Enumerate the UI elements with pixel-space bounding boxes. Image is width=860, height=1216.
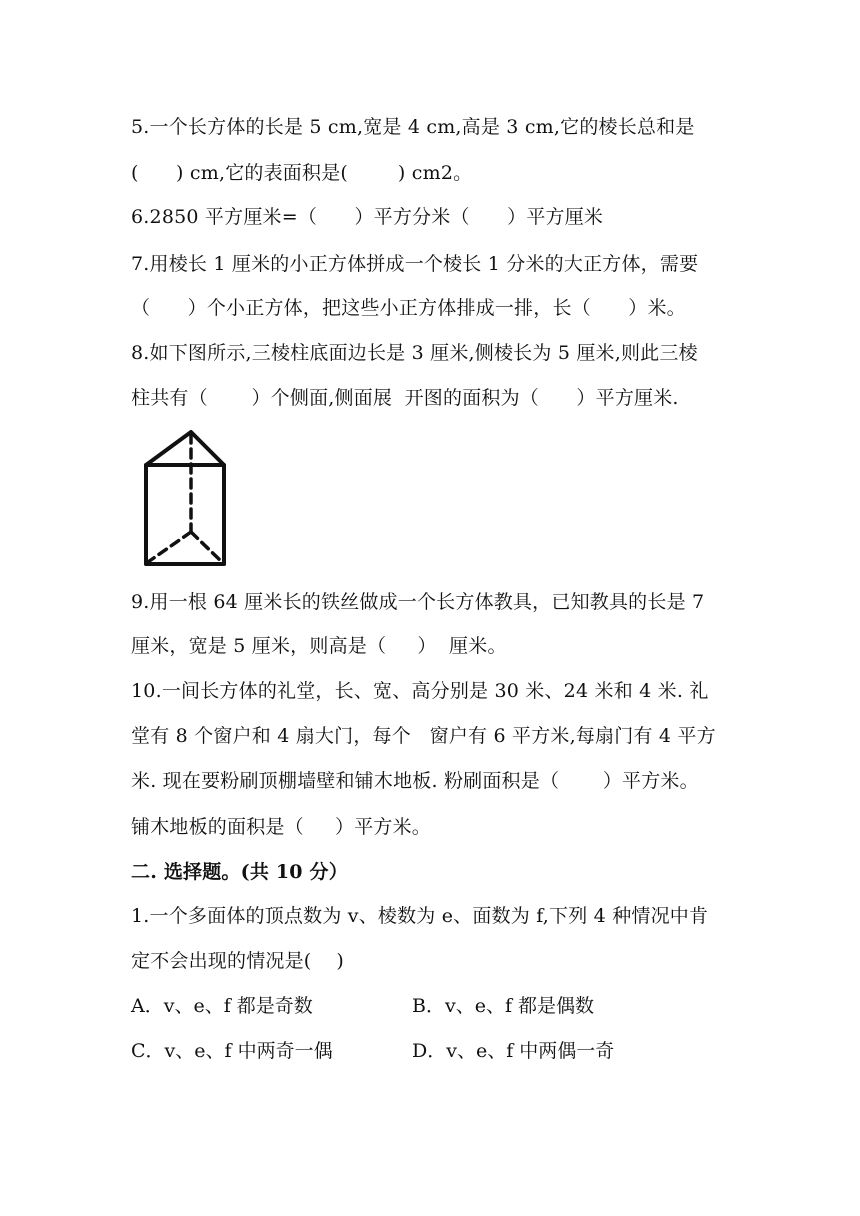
question-8-line-1: 8.如下图所示,三棱柱底面边长是 3 厘米,侧棱长为 5 厘米,则此三棱 bbox=[131, 342, 698, 364]
option-a: A．v、e、f 都是奇数 bbox=[131, 995, 313, 1017]
choice-question-1-line-1: 1.一个多面体的顶点数为 v、棱数为 e、面数为 f,下列 4 种情况中肯 bbox=[131, 905, 709, 927]
question-5-line-1: 5.一个长方体的长是 5 cm,宽是 4 cm,高是 3 cm,它的棱长总和是 bbox=[131, 116, 695, 138]
option-b: B．v、e、f 都是偶数 bbox=[412, 995, 595, 1017]
question-9-line-2: 厘米，宽是 5 厘米，则高是（ ） 厘米。 bbox=[131, 635, 507, 657]
choice-question-1-line-2: 定不会出现的情况是( ) bbox=[131, 950, 344, 972]
option-c: C．v、e、f 中两奇一偶 bbox=[131, 1040, 333, 1062]
question-6: 6.2850 平方厘米=（ ）平方分米（ ）平方厘米 bbox=[131, 206, 604, 228]
prism-top-face bbox=[146, 432, 224, 465]
prism-hidden-bottom-left-edge bbox=[148, 532, 191, 562]
triangular-prism-figure bbox=[134, 424, 234, 570]
question-5-line-2: ( ) cm,它的表面积是( ) cm2。 bbox=[131, 162, 473, 184]
question-9-line-1: 9.用一根 64 厘米长的铁丝做成一个长方体教具，已知教具的长是 7 bbox=[131, 591, 705, 613]
option-d: D．v、e、f 中两偶一奇 bbox=[412, 1040, 615, 1062]
question-7-line-1: 7.用棱长 1 厘米的小正方体拼成一个棱长 1 分米的大正方体，需要 bbox=[131, 253, 699, 275]
section-2-heading: 二. 选择题。(共 10 分） bbox=[131, 861, 348, 883]
question-8-line-2: 柱共有（ ）个侧面,侧面展 开图的面积为（ ）平方厘米. bbox=[131, 387, 679, 409]
question-10-line-2: 堂有 8 个窗户和 4 扇大门，每个 窗户有 6 平方米,每扇门有 4 平方 bbox=[131, 725, 716, 747]
question-10-line-3: 米. 现在要粉刷顶棚墙壁和铺木地板. 粉刷面积是（ ）平方米。 bbox=[131, 770, 699, 792]
question-10-line-1: 10.一间长方体的礼堂，长、宽、高分别是 30 米、24 米和 4 米. 礼 bbox=[131, 680, 709, 702]
question-7-line-2: （ ）个小正方体，把这些小正方体排成一排，长（ ）米。 bbox=[131, 297, 686, 319]
prism-hidden-bottom-right-edge bbox=[191, 532, 222, 562]
question-10-line-4: 铺木地板的面积是（ ）平方米。 bbox=[131, 816, 431, 838]
